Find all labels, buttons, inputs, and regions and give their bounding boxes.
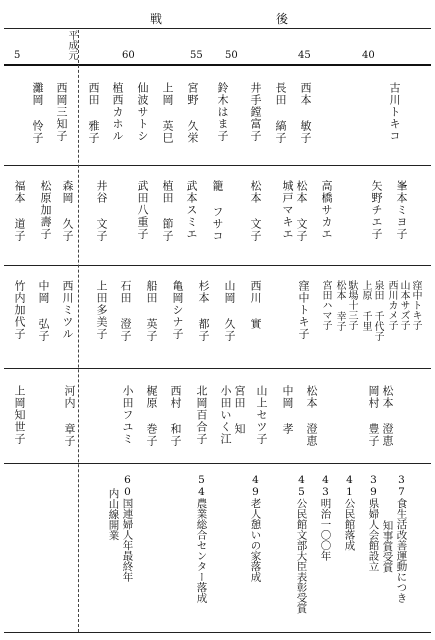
- tick-label: 50: [225, 50, 238, 61]
- event-entry: 60国連婦人年最終年: [121, 474, 134, 582]
- member-name: 植田 節子: [161, 180, 174, 242]
- member-name: 西田 雅子: [87, 82, 100, 144]
- event-entry: 知事賞受賞: [381, 520, 394, 573]
- member-name: 福本 道子: [13, 180, 26, 242]
- member-name: 松本 文子: [295, 180, 308, 242]
- header-bottom-rule: [4, 64, 431, 66]
- member-name: 中岡 孝: [281, 385, 294, 435]
- member-name: 山岡 久子: [223, 280, 236, 342]
- member-name: 松本 澄恵: [305, 385, 318, 447]
- member-name: 古川トキコ: [388, 82, 401, 142]
- member-name: 松本 文子: [249, 180, 262, 242]
- member-name: 馱場十三子: [346, 280, 357, 330]
- member-name: 泉田 千代子: [372, 280, 383, 341]
- member-name: 城戸マキエ: [281, 180, 294, 240]
- member-name: 宮田 知: [233, 385, 246, 435]
- member-name: 井手鏜富子: [249, 82, 262, 142]
- member-name: 竹内加代子: [13, 280, 26, 340]
- member-name: 西岡三知子: [55, 82, 68, 142]
- member-name: 石田 澄子: [119, 280, 132, 342]
- member-name: 武田八重子: [136, 180, 149, 240]
- member-name: 籠 フサコ: [211, 180, 224, 242]
- era-label: 平成元: [66, 30, 77, 60]
- member-name: 高橋サカエ: [320, 180, 333, 240]
- row-divider: [4, 368, 431, 369]
- member-name: 宮田ハマ子: [320, 280, 331, 330]
- row-divider: [4, 463, 431, 464]
- era-divider: [78, 30, 79, 632]
- tick-label: 45: [298, 50, 311, 61]
- member-name: 宮野 久栄: [186, 82, 199, 144]
- member-name: 山本サズ子: [398, 280, 409, 330]
- tick-label: 40: [362, 50, 375, 61]
- member-name: 北岡百合子: [195, 385, 208, 445]
- header-title-left: 戦: [150, 12, 163, 26]
- member-name: 小田フユミ: [121, 385, 134, 445]
- header-divider: [4, 28, 431, 29]
- member-name: 西川ミツル: [61, 280, 74, 340]
- event-entry: 54農業総合センター落成: [195, 474, 208, 603]
- member-name: 峯本ミヨ子: [395, 180, 408, 240]
- member-name: 窪中トキ子: [410, 280, 421, 330]
- member-name: 船田 英子: [145, 280, 158, 342]
- member-name: 西川カメ子: [386, 280, 397, 330]
- member-name: 岡村 豊子: [367, 385, 380, 447]
- header-title-right: 後: [276, 12, 289, 26]
- member-name: 小田いく江: [219, 385, 232, 445]
- member-name: 梶原 巻子: [145, 385, 158, 447]
- member-name: 河内 章子: [63, 385, 76, 447]
- member-name: 上岡知世子: [13, 385, 26, 445]
- member-name: 西本 敏子: [299, 82, 312, 144]
- event-entry: 43明治一〇〇年: [319, 474, 332, 561]
- row-divider: [4, 165, 431, 166]
- member-name: 上田多美子: [95, 280, 108, 340]
- event-entry: 49老人憩いの家落成: [249, 474, 262, 582]
- tick-label: 5: [14, 50, 21, 61]
- member-name: 西村 和子: [169, 385, 182, 447]
- tick-label: 60: [122, 50, 135, 61]
- tick-label: 55: [190, 50, 203, 61]
- member-name: 森岡 久子: [61, 180, 74, 242]
- event-entry: 37食生活改善運動につき: [395, 474, 408, 603]
- member-name: 杉本 都子: [197, 280, 210, 342]
- member-name: 武本スミエ: [185, 180, 198, 240]
- member-name: 矢野チエ子: [370, 180, 383, 240]
- member-name: 鈴木はま子: [216, 82, 229, 142]
- member-name: 松本 澄恵: [381, 385, 394, 447]
- member-name: 山上セツ子: [255, 385, 268, 445]
- member-name: 灘岡 怜子: [31, 82, 44, 144]
- row-divider: [4, 632, 431, 633]
- event-entry: 41公民館落成: [343, 474, 356, 551]
- member-name: 窪中トキ子: [297, 280, 310, 340]
- member-name: 上原 千里: [360, 280, 371, 331]
- member-name: 松本 幸子: [334, 280, 345, 331]
- member-name: 松原加壽子: [39, 180, 52, 240]
- member-name: 亀岡シナ子: [171, 280, 184, 340]
- event-entry: 内山線開業: [107, 488, 120, 541]
- event-entry: 45公民館文部大臣表彰受賞: [295, 474, 308, 614]
- member-name: 植西カホル: [111, 82, 124, 142]
- event-entry: 39県婦人会館設立: [367, 474, 380, 572]
- member-name: 西川 實: [249, 280, 262, 330]
- member-name: 長田 縞子: [274, 82, 287, 144]
- member-name: 中岡 弘子: [37, 280, 50, 342]
- member-name: 井谷 文子: [95, 180, 108, 242]
- row-divider: [4, 265, 431, 266]
- member-name: 上岡 英巳: [161, 82, 174, 144]
- member-name: 仙波サトシ: [136, 82, 149, 142]
